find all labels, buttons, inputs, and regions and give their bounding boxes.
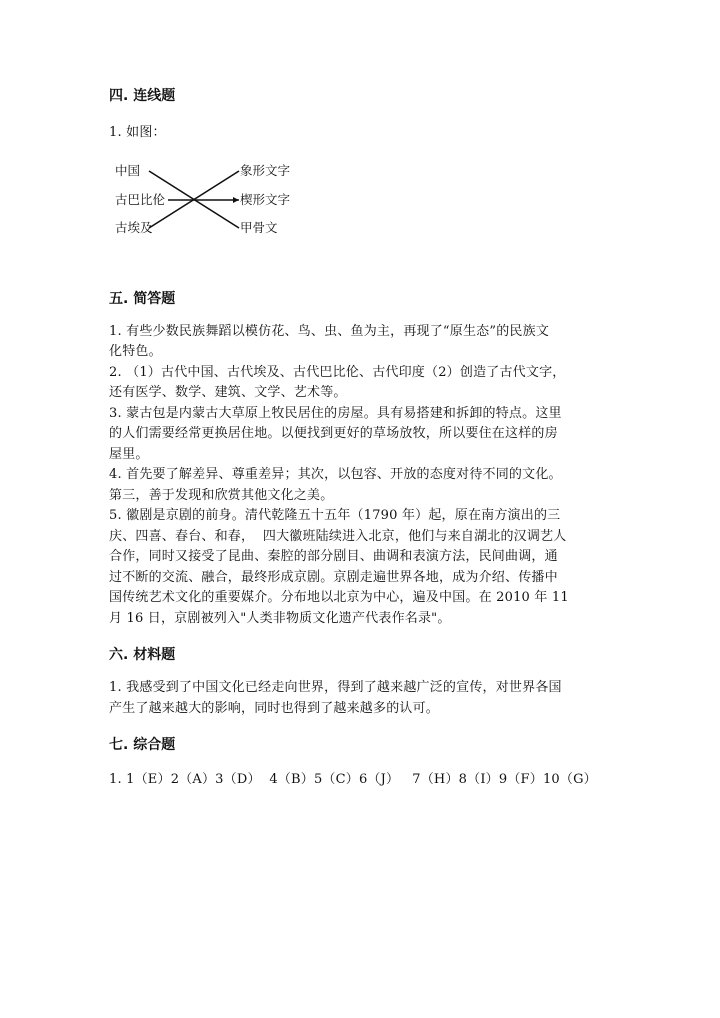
matching-left-item: 古巴比伦 [115,191,166,207]
section-heading-short-answer: 五. 简答题 [109,290,176,307]
matching-left-item: 古埃及 [115,219,153,235]
match-arrowhead [233,197,239,203]
answer-paragraph: 1. 1（E）2（A）3（D） 4（B）5（C）6（J） 7（H）8（I）9（F）10（G） [109,772,597,787]
answer-paragraph: 3. 蒙古包是内蒙古大草原上牧民居住的房屋。具有易搭建和拆卸的特点。这里 的人们需要经常更换居住地。以便找到更好的草场放牧，所以要住在这样的房 屋里。 [109,405,562,462]
answer-paragraph: 1. 有些少数民族舞蹈以模仿花、鸟、虫、鱼为主，再现了“原生态”的民族文 化特色。 [109,323,550,359]
answer-paragraph: 4. 首先要了解差异、尊重差异；其次，以包容、开放的态度对待不同的文化。 第三，善于发现和欣赏其他文化之美。 [109,467,562,503]
section-heading-matching: 四. 连线题 [109,88,176,104]
question-label: 1. 如图： [109,125,166,140]
answer-paragraph: 2. （1）古代中国、古代埃及、古代巴比伦、古代印度（2）创造了古代文字， 还有医学、数学、建筑、文学、艺术等。 [109,364,566,400]
matching-right-item: 楔形文字 [240,191,291,207]
section-heading-material: 六. 材料题 [109,647,176,663]
matching-right-item: 象形文字 [240,162,291,178]
section-heading-comprehensive: 七. 综合题 [109,737,176,753]
matching-right-item: 甲骨文 [240,219,278,235]
answer-paragraph: 5. 徽剧是京剧的前身。清代乾隆五十五年（1790 年）起，原在南方演出的三 庆、四喜、春台、和春， 四大徽班陆续进入北京，他们与来自湖北的汉调艺人 合作，同时又接受了昆曲、秦腔的部分剧目、曲调和表演方法，民间曲调，通 过不断的交流、融合，最终形成京剧。京剧走遍世界各地，成为介绍、传播中 国传统艺术文化的重要媒介。分布地以北京为中心，遍及中国。在 2010 年 11 月 16 日，京剧被列入"人类非物质文化遗产代表作名录"。 [109,508,569,626]
answer-content [109,86,609,791]
answer-paragraph: 1. 我感受到了中国文化已经走向世界，得到了越来越广泛的宣传，对世界各国 产生了越来越大的影响，同时也得到了越来越多的认可。 [109,680,562,716]
matching-diagram [109,163,309,243]
matching-left-item: 中国 [115,162,141,178]
